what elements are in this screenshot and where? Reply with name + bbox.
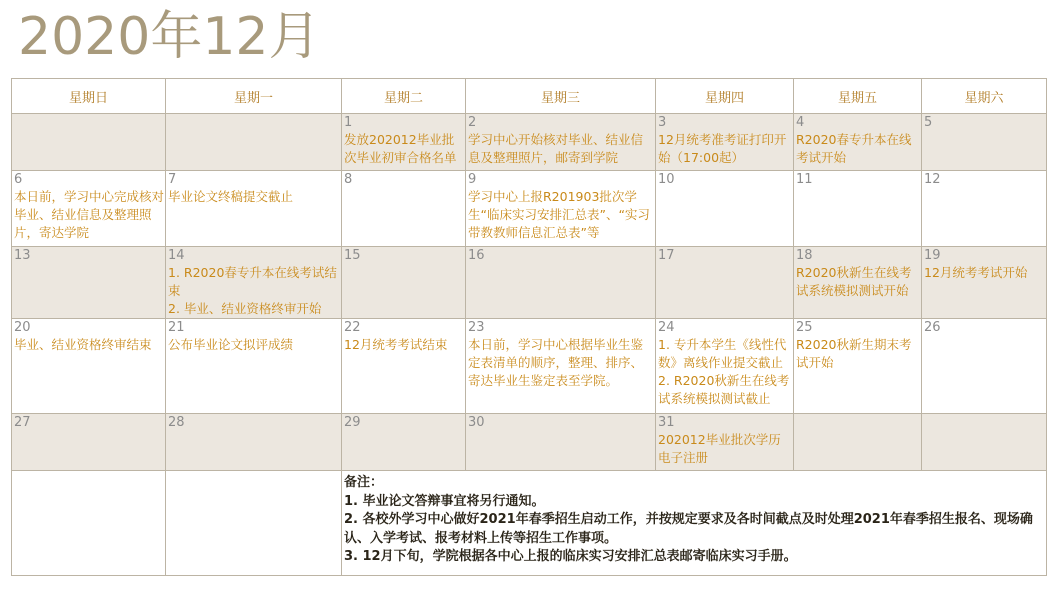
day-number: 8 <box>344 172 353 187</box>
day-cell-content <box>342 414 465 431</box>
day-cell-content <box>466 114 655 167</box>
day-cell <box>922 171 1047 247</box>
day-cell-content <box>166 114 341 115</box>
day-cell-content <box>466 414 655 431</box>
event-text: 本日前，学习中心根据毕业生鉴定表清单的顺序，整理、排序、寄达毕业生鉴定表至学院。 <box>468 337 644 388</box>
day-number: 17 <box>658 248 675 263</box>
day-cell-content <box>922 171 1046 188</box>
notes-block <box>342 471 1046 567</box>
event-text: R2020春专升本在线考试开始 <box>796 132 912 165</box>
day-cell <box>922 414 1047 471</box>
day-cell-content <box>656 414 793 467</box>
event-text: R2020秋新生期末考试开始 <box>796 337 912 370</box>
day-number: 30 <box>468 415 485 430</box>
day-cell-content <box>794 114 921 167</box>
event-text: 12月统考考试结束 <box>344 337 448 352</box>
day-cell <box>12 414 166 471</box>
day-number: 1 <box>344 115 353 130</box>
day-cell <box>342 114 466 171</box>
day-cell-content <box>922 414 1046 415</box>
event-text: 毕业、结业资格终审结束 <box>14 337 152 352</box>
event-text: 毕业论文终稿提交截止 <box>168 189 294 204</box>
day-cell <box>922 114 1047 171</box>
event-text: 发放202012毕业批次毕业初审合格名单 <box>344 132 457 165</box>
week-row <box>12 171 1047 247</box>
day-cell-content <box>12 114 165 115</box>
day-cell <box>794 114 922 171</box>
note-item: 2. 各校外学习中心做好2021年春季招生启动工作，并按规定要求及各时间截点及时处理2021年春季招生报名、现场确认、入学考试、报考材料上传等招生工作事项。 <box>344 512 1033 546</box>
day-number: 24 <box>658 320 675 335</box>
week-row <box>12 247 1047 319</box>
weekday-friday: 星期五 <box>794 79 922 114</box>
weekday-thursday: 星期四 <box>656 79 794 114</box>
day-cell-content <box>466 171 655 242</box>
day-number: 10 <box>658 172 675 187</box>
event-text: R2020秋新生在线考试系统模拟测试开始 <box>796 265 912 298</box>
day-number: 13 <box>14 248 31 263</box>
event-text: 公布毕业论文拟评成绩 <box>168 337 294 352</box>
event-text: 2. 毕业、结业资格终审开始 <box>168 301 322 316</box>
week-row <box>12 414 1047 471</box>
day-cell <box>466 319 656 414</box>
day-cell <box>656 171 794 247</box>
notes-empty-cell <box>12 471 166 576</box>
day-cell-content <box>922 319 1046 336</box>
day-cell <box>166 319 342 414</box>
day-number: 27 <box>14 415 31 430</box>
event-text: 12月统考准考证打印开始（17:00起） <box>658 132 787 165</box>
event-text: 学习中心开始核对毕业、结业信息及整理照片，邮寄到学院 <box>468 132 644 165</box>
day-cell <box>794 171 922 247</box>
day-number: 12 <box>924 172 941 187</box>
event-text: 202012毕业批次学历电子注册 <box>658 432 781 465</box>
day-cell-content <box>656 171 793 188</box>
day-cell-content <box>166 171 341 206</box>
day-cell <box>466 114 656 171</box>
day-cell <box>794 247 922 319</box>
day-cell-content <box>12 171 165 242</box>
event-text: 1. 专升本学生《线性代数》离线作业提交截止 <box>658 337 787 370</box>
day-number: 22 <box>344 320 361 335</box>
day-cell-content <box>656 247 793 264</box>
day-cell-content <box>794 414 921 415</box>
weekday-monday: 星期一 <box>166 79 342 114</box>
weekday-tuesday: 星期二 <box>342 79 466 114</box>
day-cell-content <box>12 414 165 431</box>
day-number: 16 <box>468 248 485 263</box>
day-cell-content <box>466 319 655 390</box>
day-cell-content <box>794 247 921 300</box>
day-cell <box>342 319 466 414</box>
day-cell <box>656 114 794 171</box>
day-cell <box>466 414 656 471</box>
day-number: 9 <box>468 172 477 187</box>
day-number: 7 <box>168 172 177 187</box>
day-cell-content <box>656 319 793 408</box>
weekday-saturday: 星期六 <box>922 79 1047 114</box>
weekday-wednesday: 星期三 <box>466 79 656 114</box>
event-text: 2. R2020秋新生在线考试系统模拟测试截止 <box>658 373 790 406</box>
day-number: 18 <box>796 248 813 263</box>
day-cell-content <box>342 171 465 188</box>
notes-row <box>12 471 1047 576</box>
day-cell-content <box>166 247 341 318</box>
note-item: 3. 12月下旬，学院根据各中心上报的临床实习安排汇总表邮寄临床实习手册。 <box>344 549 797 564</box>
day-cell <box>166 171 342 247</box>
day-number: 4 <box>796 115 805 130</box>
day-cell-content <box>342 319 465 354</box>
day-cell <box>12 319 166 414</box>
day-cell <box>166 414 342 471</box>
day-cell <box>656 319 794 414</box>
week-row <box>12 114 1047 171</box>
day-cell <box>12 114 166 171</box>
event-text: 学习中心上报R201903批次学生“临床实习安排汇总表”、“实习带教教师信息汇总表”等 <box>468 189 650 240</box>
day-number: 5 <box>924 115 933 130</box>
day-cell-content <box>922 247 1046 282</box>
day-number: 25 <box>796 320 813 335</box>
day-number: 21 <box>168 320 185 335</box>
day-cell <box>342 247 466 319</box>
day-cell-content <box>922 114 1046 131</box>
weekday-sunday: 星期日 <box>12 79 166 114</box>
day-number: 6 <box>14 172 23 187</box>
day-cell-content <box>342 247 465 264</box>
day-number: 15 <box>344 248 361 263</box>
day-number: 11 <box>796 172 813 187</box>
day-cell <box>922 247 1047 319</box>
day-number: 28 <box>168 415 185 430</box>
day-cell <box>466 247 656 319</box>
weekday-header-row <box>12 79 1047 114</box>
day-number: 19 <box>924 248 941 263</box>
day-number: 26 <box>924 320 941 335</box>
notes-empty-cell <box>166 471 342 576</box>
day-cell <box>466 171 656 247</box>
day-cell <box>12 247 166 319</box>
week-row <box>12 319 1047 414</box>
page-title: 2020年12月 <box>18 7 321 67</box>
day-number: 29 <box>344 415 361 430</box>
day-cell <box>166 247 342 319</box>
event-text: 12月统考考试开始 <box>924 265 1028 280</box>
day-cell-content <box>794 319 921 372</box>
event-text: 本日前，学习中心完成核对毕业、结业信息及整理照片，寄达学院 <box>14 189 165 240</box>
day-cell <box>342 171 466 247</box>
day-cell-content <box>166 319 341 354</box>
day-cell <box>922 319 1047 414</box>
day-cell <box>12 171 166 247</box>
day-cell-content <box>166 414 341 431</box>
notes-cell <box>342 471 1047 576</box>
event-text: 1. R2020春专升本在线考试结束 <box>168 265 337 298</box>
day-cell <box>794 319 922 414</box>
day-cell-content <box>342 114 465 167</box>
day-cell <box>656 247 794 319</box>
notes-heading: 备注： <box>344 475 384 490</box>
day-number: 3 <box>658 115 667 130</box>
day-cell-content <box>656 114 793 167</box>
day-number: 31 <box>658 415 675 430</box>
day-cell-content <box>794 171 921 188</box>
day-cell-content <box>12 247 165 264</box>
day-number: 14 <box>168 248 185 263</box>
note-item: 1. 毕业论文答辩事宜将另行通知。 <box>344 493 545 509</box>
day-cell <box>342 414 466 471</box>
calendar-table <box>11 78 1047 576</box>
day-number: 20 <box>14 320 31 335</box>
day-cell-content <box>12 319 165 354</box>
day-cell <box>794 414 922 471</box>
day-number: 23 <box>468 320 485 335</box>
day-cell <box>166 114 342 171</box>
day-number: 2 <box>468 115 477 130</box>
day-cell-content <box>466 247 655 264</box>
day-cell <box>656 414 794 471</box>
